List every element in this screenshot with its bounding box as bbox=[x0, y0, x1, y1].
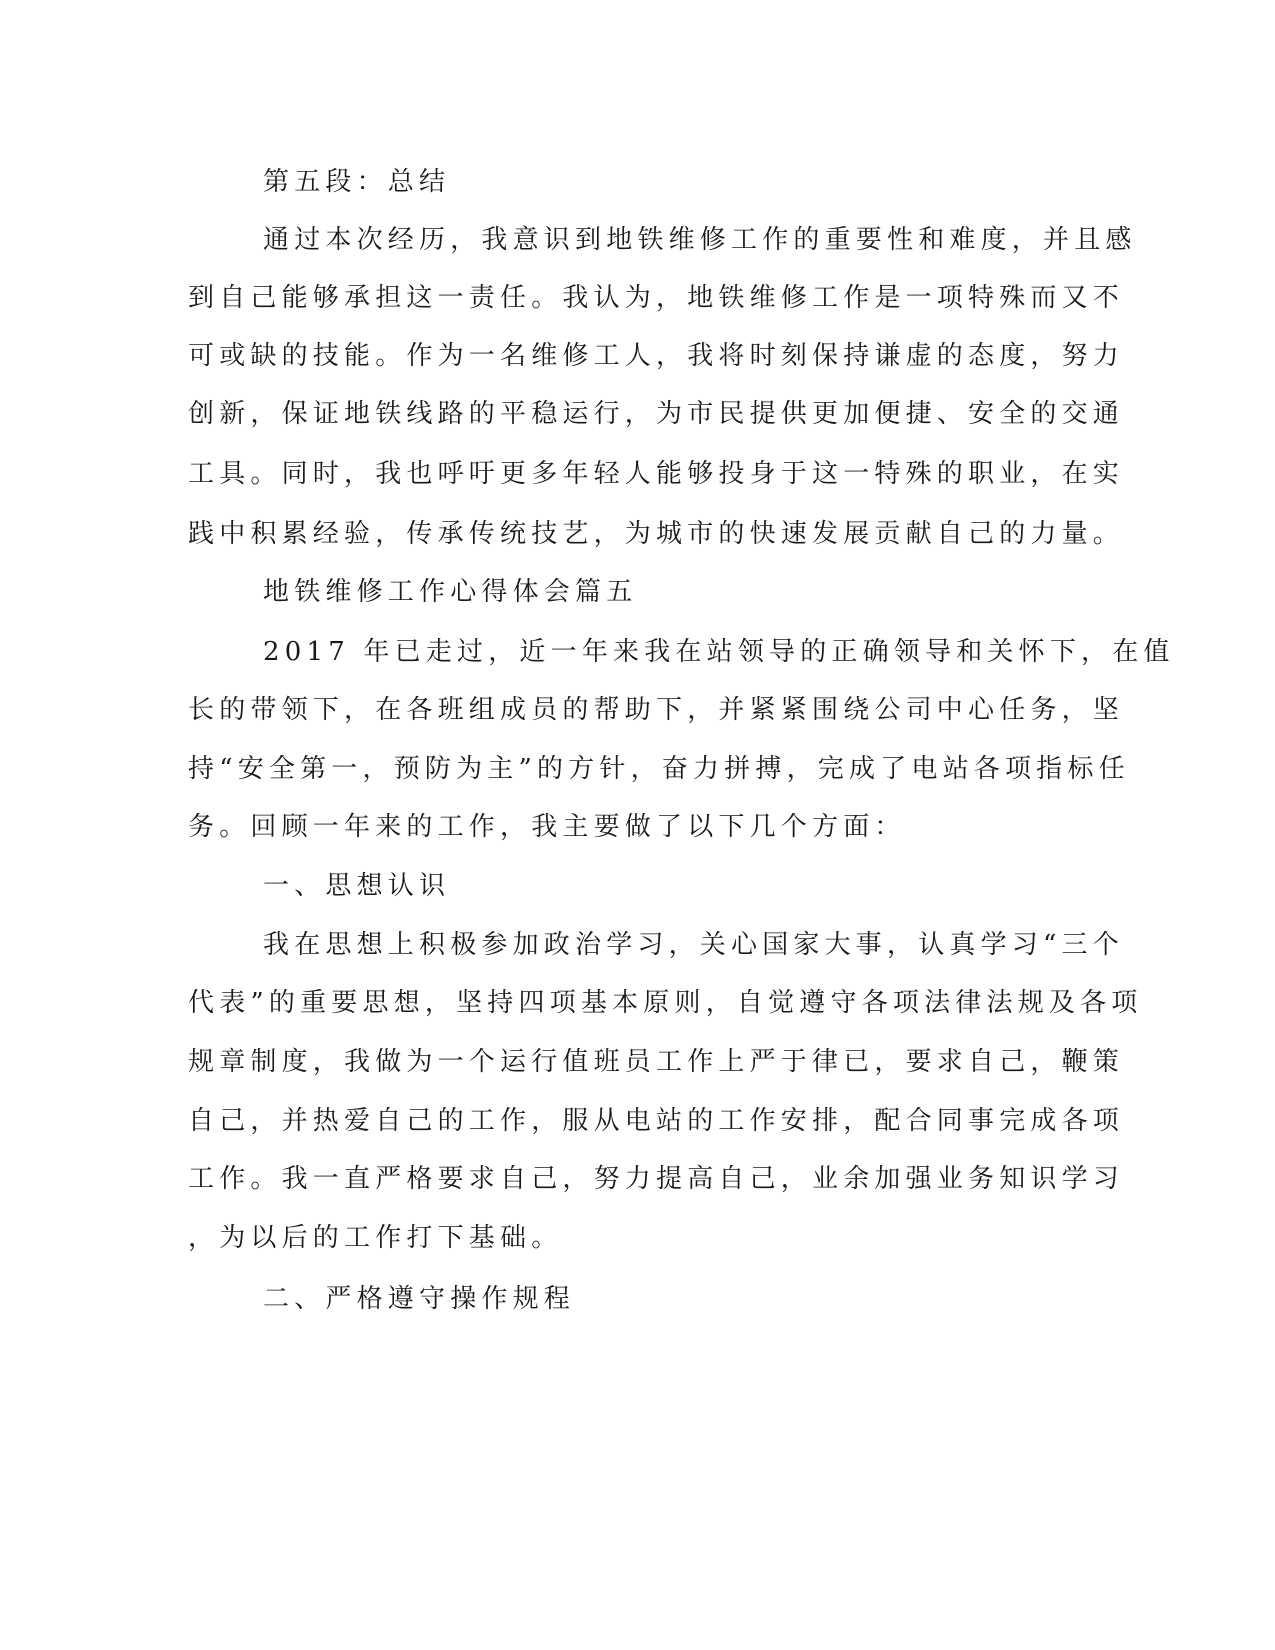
section-heading-operation: 二、严格遵守操作规程 bbox=[263, 1284, 576, 1314]
paragraph-line: 自己，并热爱自己的工作，服从电站的工作安排，配合同事完成各项 bbox=[188, 1106, 1125, 1136]
paragraph-line: 持“安全第一，预防为主”的方针，奋力拼搏，完成了电站各项指标任 bbox=[188, 754, 1130, 784]
paragraph-line: 务。回顾一年来的工作，我主要做了以下几个方面： bbox=[188, 812, 906, 842]
paragraph-line: 工具。同时，我也呼吁更多年轻人能够投身于这一特殊的职业，在实 bbox=[188, 459, 1125, 489]
paragraph-line: 到自己能够承担这一责任。我认为，地铁维修工作是一项特殊而又不 bbox=[188, 283, 1125, 313]
paragraph-line: ，为以后的工作打下基础。 bbox=[188, 1223, 563, 1253]
paragraph-line: 通过本次经历，我意识到地铁维修工作的重要性和难度，并且感 bbox=[263, 225, 1137, 255]
paragraph-line: 代表”的重要思想，坚持四项基本原则，自觉遵守各项法律法规及各项 bbox=[188, 988, 1143, 1018]
paragraph-line: 规章制度，我做为一个运行值班员工作上严于律已，要求自己，鞭策 bbox=[188, 1047, 1125, 1077]
paragraph-line: 2017 年已走过，近一年来我在站领导的正确领导和关怀下，在值 bbox=[263, 637, 1175, 667]
paragraph-line: 创新，保证地铁线路的平稳运行，为市民提供更加便捷、安全的交通 bbox=[188, 399, 1125, 429]
paragraph-line: 工作。我一直严格要求自己，努力提高自己，业余加强业务知识学习 bbox=[188, 1164, 1125, 1194]
paragraph-line: 践中积累经验，传承传统技艺，为城市的快速发展贡献自己的力量。 bbox=[188, 519, 1125, 549]
paragraph-line: 长的带领下，在各班组成员的帮助下，并紧紧围绕公司中心任务，坚 bbox=[188, 695, 1125, 725]
paragraph-line: 我在思想上积极参加政治学习，关心国家大事，认真学习“三个 bbox=[263, 930, 1124, 960]
section-heading-summary: 第五段：总结 bbox=[263, 167, 451, 197]
paragraph-line: 可或缺的技能。作为一名维修工人，我将时刻保持谦虚的态度，努力 bbox=[188, 341, 1125, 371]
section-heading-thought: 一、思想认识 bbox=[263, 871, 451, 901]
article-title: 地铁维修工作心得体会篇五 bbox=[263, 577, 638, 607]
